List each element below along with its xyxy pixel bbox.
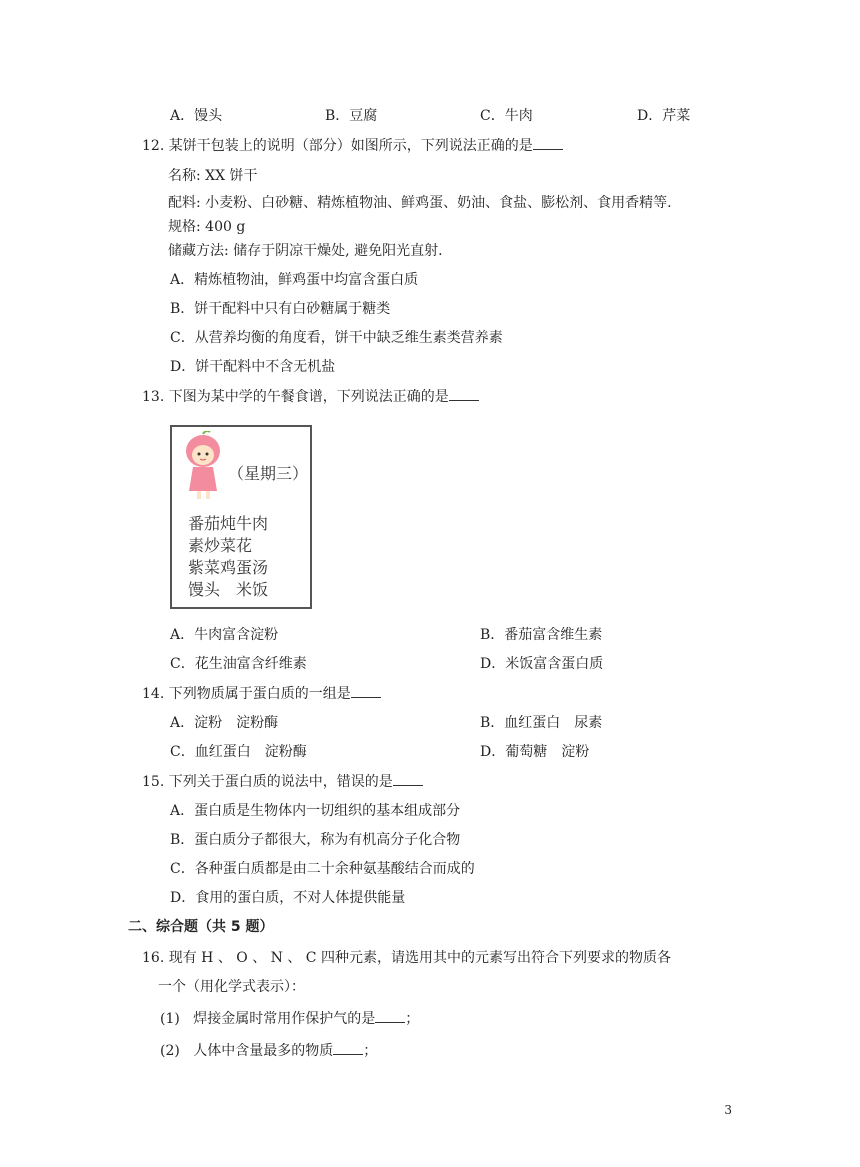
q14-option-d: D．葡萄糖 淀粉 <box>480 744 590 760</box>
q16-stem-cont: 一个（用化学式表示）： <box>158 979 305 995</box>
q12-info-line: 储藏方法: 储存于阴凉干燥处, 避免阳光直射. <box>168 243 443 259</box>
q13-option-a: A．牛肉富含淀粉 <box>170 627 279 643</box>
q11-option-d: D．芹菜 <box>637 108 691 124</box>
q15-option-b: B．蛋白质分子都很大，称为有机高分子化合物 <box>170 832 461 848</box>
q11-option-c: C．牛肉 <box>480 108 533 124</box>
menu-day: （星期三） <box>228 464 309 483</box>
answer-blank[interactable] <box>449 388 479 401</box>
q13-stem: 13. 下图为某中学的午餐食谱，下列说法正确的是 <box>142 386 479 406</box>
q16-sub1: (1) 焊接金属时常用作保护气的是 ； <box>160 1011 420 1027</box>
q14-option-b: B．血红蛋白 尿素 <box>480 715 603 731</box>
q13-option-c: C．花生油富含纤维素 <box>170 656 307 672</box>
q15-stem: 15. 下列关于蛋白质的说法中，错误的是 <box>142 771 423 791</box>
answer-blank[interactable] <box>351 685 381 698</box>
q12-option-b: B．饼干配料中只有白砂糖属于糖类 <box>170 301 391 317</box>
q13-option-d: D．米饭富含蛋白质 <box>480 656 604 672</box>
q12-info-line: 配料: 小麦粉、白砂糖、精炼植物油、鲜鸡蛋、奶油、食盐、膨松剂、食用香精等. <box>168 195 672 211</box>
cartoon-girl-icon <box>180 431 226 501</box>
lunch-menu-image <box>170 425 312 609</box>
menu-item: 素炒菜花 <box>188 536 253 555</box>
q12-stem: 12. 某饼干包装上的说明（部分）如图所示，下列说法正确的是 <box>142 135 563 155</box>
page-number: 3 <box>724 1103 732 1117</box>
q15-option-c: C．各种蛋白质都是由二十余种氨基酸结合而成的 <box>170 861 475 877</box>
q14-stem: 14. 下列物质属于蛋白质的一组是 <box>142 683 381 703</box>
q15-option-d: D．食用的蛋白质，不对人体提供能量 <box>170 890 406 906</box>
q12-info-line: 规格: 400 g <box>168 219 246 235</box>
q12-info-line: 名称: XX 饼干 <box>168 168 258 184</box>
q12-option-d: D．饼干配料中不含无机盐 <box>170 359 336 375</box>
q11-option-a: A．馒头 <box>170 108 223 124</box>
section-title: 二、综合题（共 5 题） <box>128 919 274 935</box>
answer-blank[interactable] <box>393 773 423 786</box>
q16-sub2: (2) 人体中含量最多的物质 ； <box>160 1043 378 1059</box>
answer-blank[interactable] <box>333 1042 363 1055</box>
answer-blank[interactable] <box>533 137 563 150</box>
q15-option-a: A．蛋白质是生物体内一切组织的基本组成部分 <box>170 803 461 819</box>
q14-option-c: C．血红蛋白 淀粉酶 <box>170 744 307 760</box>
menu-item: 馒头 米饭 <box>188 580 269 599</box>
q11-option-b: B．豆腐 <box>325 108 378 124</box>
answer-blank[interactable] <box>375 1010 405 1023</box>
q12-option-c: C．从营养均衡的角度看，饼干中缺乏维生素类营养素 <box>170 330 503 346</box>
q14-option-a: A．淀粉 淀粉酶 <box>170 715 279 731</box>
q13-option-b: B．番茄富含维生素 <box>480 627 603 643</box>
q16-stem: 16. 现有 H 、 O 、 N 、 C 四种元素，请选用其中的元素写出符合下列要求的物质各 <box>142 950 671 966</box>
q12-option-a: A．精炼植物油，鲜鸡蛋中均富含蛋白质 <box>170 272 419 288</box>
menu-item: 紫菜鸡蛋汤 <box>188 558 269 577</box>
menu-item: 番茄炖牛肉 <box>188 514 269 533</box>
